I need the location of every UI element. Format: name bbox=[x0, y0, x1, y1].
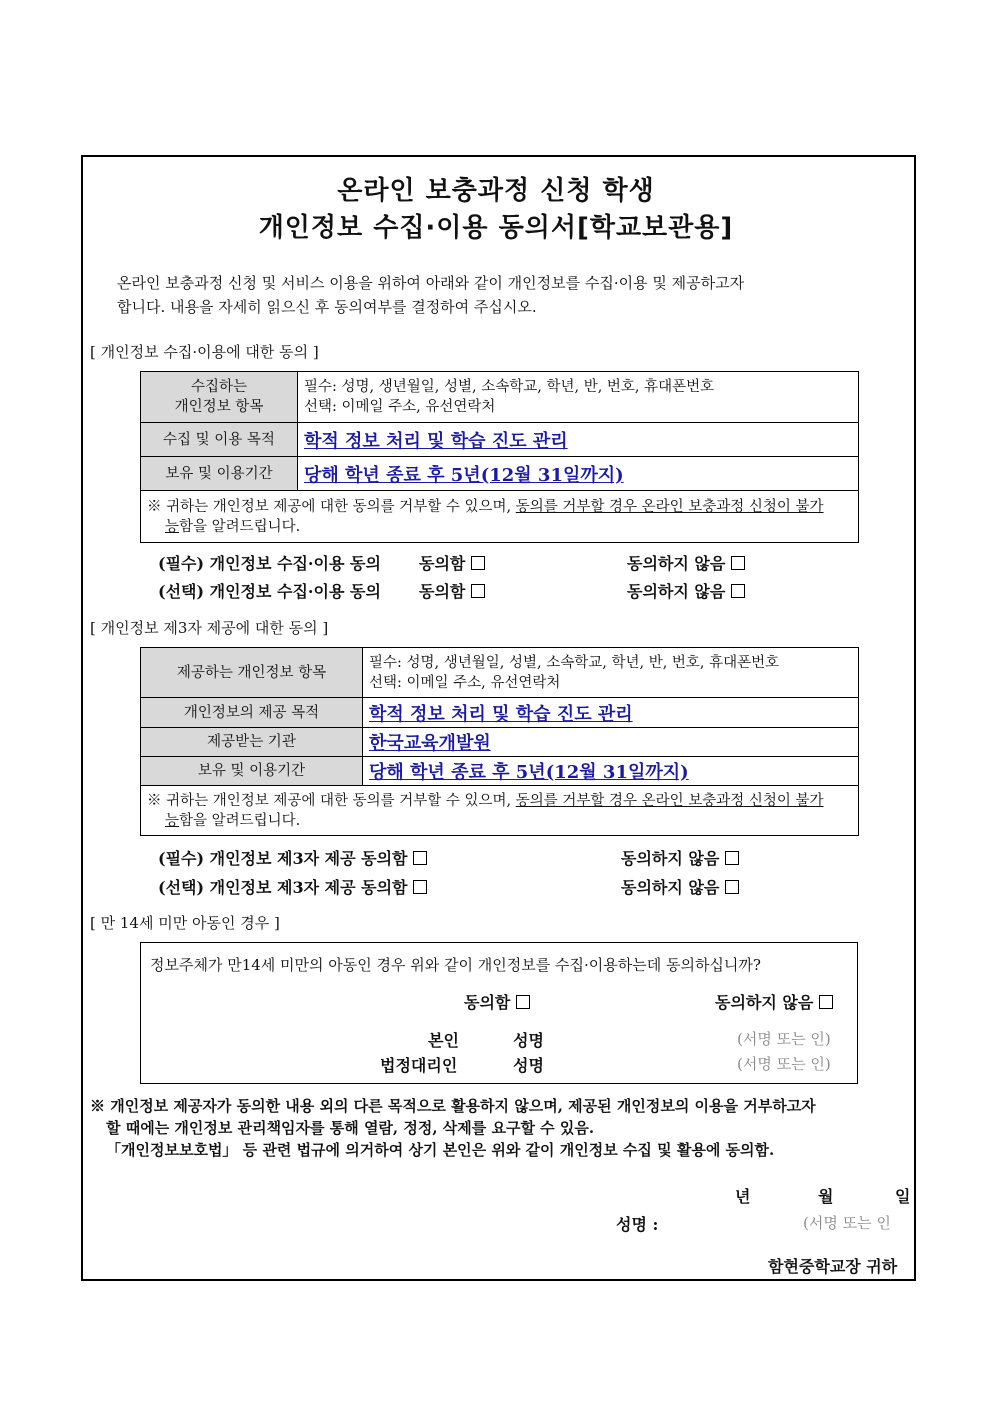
guardian-label: 법정대리인 bbox=[380, 1056, 458, 1075]
section3-heading: [ 만 14세 미만 아동인 경우 ] bbox=[90, 914, 280, 932]
table-row bbox=[141, 698, 859, 728]
checkbox[interactable] bbox=[725, 880, 739, 894]
table-row bbox=[141, 423, 859, 457]
date-month-label: 월 bbox=[818, 1187, 834, 1206]
consent1-required-label: (필수) 개인정보 수집·이용 동의 bbox=[158, 554, 381, 573]
table-row bbox=[141, 491, 859, 543]
minor-agree[interactable]: 동의함 bbox=[464, 990, 530, 1013]
section2-table bbox=[140, 647, 859, 836]
refusal-note: ※ 귀하는 개인정보 제공에 대한 동의를 거부할 수 있으며, 동의를 거부할 경우 온라인 보충과정 신청이 불가 능함을 알려드립니다. bbox=[141, 491, 859, 543]
recipient-label: 함현중학교장 귀하 bbox=[768, 1257, 898, 1276]
purpose-value: 학적 정보 처리 및 학습 진도 관리 bbox=[369, 703, 633, 725]
required-items: 필수: 성명, 생년월일, 성별, 소속학교, 학년, 반, 번호, 휴대폰번호 bbox=[304, 379, 715, 395]
form-title-line2: 개인정보 수집·이용 동의서[학교보관용] bbox=[258, 213, 734, 243]
required-items: 필수: 성명, 생년월일, 성별, 소속학교, 학년, 반, 번호, 휴대폰번호 bbox=[369, 654, 780, 671]
guardian-name-label: 성명 bbox=[513, 1056, 544, 1075]
row-label: 개인정보의 제공 목적 bbox=[141, 698, 363, 728]
intro-line2: 합니다. 내용을 자세히 읽으신 후 동의여부를 결정하여 주십시오. bbox=[117, 298, 537, 316]
date-year-label: 년 bbox=[735, 1187, 751, 1206]
checkbox[interactable] bbox=[471, 556, 485, 570]
row-label: 개인정보 항목 bbox=[174, 399, 264, 415]
self-signature-field[interactable]: (서명 또는 인) bbox=[737, 1030, 831, 1048]
row-label: 제공받는 기관 bbox=[141, 728, 363, 757]
section2-heading: [ 개인정보 제3자 제공에 대한 동의 ] bbox=[90, 619, 329, 637]
consent1-optional-label: (선택) 개인정보 수집·이용 동의 bbox=[158, 582, 381, 601]
retention-value: 당해 학년 종료 후 5년(12월 31일까지) bbox=[304, 464, 624, 486]
checkbox[interactable] bbox=[516, 995, 530, 1009]
retention-value: 당해 학년 종료 후 5년(12월 31일까지) bbox=[369, 762, 689, 783]
section1-heading: [ 개인정보 수집·이용에 대한 동의 ] bbox=[90, 343, 319, 361]
self-name-label: 성명 bbox=[513, 1031, 544, 1050]
row-label: 수집 및 이용 목적 bbox=[141, 423, 298, 457]
row-label: 보유 및 이용기간 bbox=[141, 457, 298, 491]
refusal-note: ※ 귀하는 개인정보 제공에 대한 동의를 거부할 수 있으며, 동의를 거부할 경우 온라인 보충과정 신청이 불가 능함을 알려드립니다. bbox=[141, 786, 859, 836]
section1-table bbox=[140, 371, 859, 543]
intro-line1: 온라인 보충과정 신청 및 서비스 이용을 위하여 아래와 같이 개인정보를 수집·이용 및 제공하고자 bbox=[117, 274, 745, 292]
footer-notice-line3: 「개인정보보호법」 등 관련 법규에 의거하여 상기 본인은 위와 같이 개인정보 수집 및 활용에 동의함. bbox=[106, 1141, 775, 1159]
table-row bbox=[141, 757, 859, 786]
consent1-required-agree[interactable]: 동의함 bbox=[419, 551, 485, 574]
consent2-required-agree[interactable]: (필수) 개인정보 제3자 제공 동의함 bbox=[158, 846, 427, 869]
consent1-optional-agree[interactable]: 동의함 bbox=[419, 579, 485, 602]
table-row bbox=[141, 648, 859, 698]
signer-name-label: 성명 : bbox=[616, 1215, 659, 1234]
self-label: 본인 bbox=[428, 1031, 459, 1050]
row-label: 수집하는 bbox=[190, 379, 248, 395]
recipient-value: 한국교육개발원 bbox=[369, 733, 491, 754]
form-title-line1: 온라인 보충과정 신청 학생 bbox=[337, 176, 655, 206]
checkbox[interactable] bbox=[413, 851, 427, 865]
table-row bbox=[141, 728, 859, 757]
optional-items: 선택: 이메일 주소, 유선연락처 bbox=[304, 399, 496, 415]
checkbox[interactable] bbox=[819, 995, 833, 1009]
checkbox[interactable] bbox=[471, 584, 485, 598]
footer-notice-line1: ※ 개인정보 제공자가 동의한 내용 외의 다른 목적으로 활용하지 않으며, 제공된 개인정보의 이용을 거부하고자 bbox=[90, 1097, 816, 1115]
row-label: 제공하는 개인정보 항목 bbox=[141, 648, 363, 698]
optional-items: 선택: 이메일 주소, 유선연락처 bbox=[369, 674, 561, 691]
consent2-optional-agree[interactable]: (선택) 개인정보 제3자 제공 동의함 bbox=[158, 875, 427, 898]
checkbox[interactable] bbox=[731, 584, 745, 598]
checkbox[interactable] bbox=[731, 556, 745, 570]
signer-signature-field[interactable]: (서명 또는 인 bbox=[803, 1214, 891, 1232]
table-row bbox=[141, 372, 859, 423]
table-row bbox=[141, 457, 859, 491]
date-day-label: 일 bbox=[895, 1187, 911, 1206]
consent1-required-disagree[interactable]: 동의하지 않음 bbox=[627, 551, 745, 574]
row-label: 보유 및 이용기간 bbox=[141, 757, 363, 786]
table-row bbox=[141, 786, 859, 836]
consent2-optional-disagree[interactable]: 동의하지 않음 bbox=[621, 875, 739, 898]
footer-notice-line2: 할 때에는 개인정보 관리책임자를 통해 열람, 정정, 삭제를 요구할 수 있음. bbox=[106, 1119, 595, 1137]
checkbox[interactable] bbox=[413, 880, 427, 894]
purpose-value: 학적 정보 처리 및 학습 진도 관리 bbox=[304, 430, 568, 452]
minor-disagree[interactable]: 동의하지 않음 bbox=[715, 990, 833, 1013]
consent2-required-disagree[interactable]: 동의하지 않음 bbox=[621, 846, 739, 869]
guardian-signature-field[interactable]: (서명 또는 인) bbox=[737, 1055, 831, 1073]
minor-question: 정보주체가 만14세 미만의 아동인 경우 위와 같이 개인정보를 수집·이용하는데 동의하십니까? bbox=[150, 956, 761, 974]
consent1-optional-disagree[interactable]: 동의하지 않음 bbox=[627, 579, 745, 602]
checkbox[interactable] bbox=[725, 851, 739, 865]
